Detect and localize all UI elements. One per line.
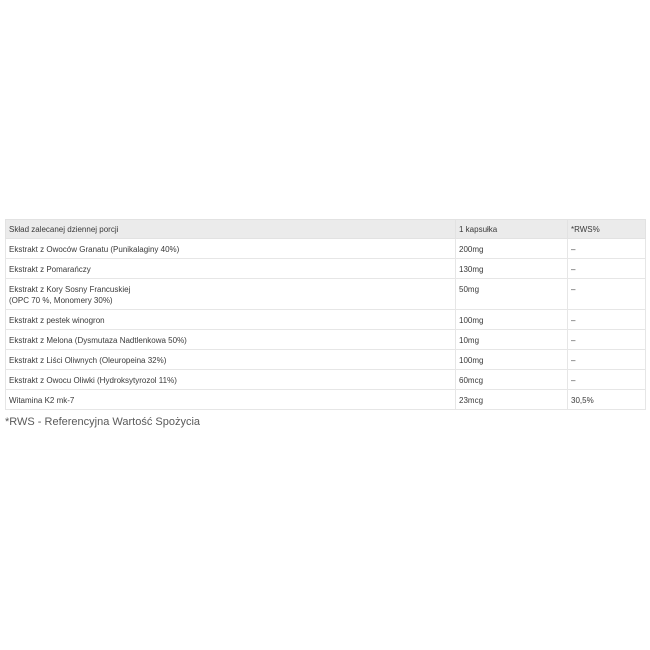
cell-amount: 23mcg <box>456 390 568 410</box>
cell-rws: 30,5% <box>568 390 646 410</box>
table-header-row <box>6 220 646 239</box>
cell-amount: 60mcg <box>456 370 568 390</box>
ingredient-line: (OPC 70 %, Monomery 30%) <box>9 296 113 305</box>
ingredient-line: Ekstrakt z Kory Sosny Francuskiej <box>9 285 131 294</box>
cell-ingredient <box>6 350 456 370</box>
ingredient-line: Ekstrakt z Owocu Oliwki (Hydroksytyrozol 11%) <box>9 376 177 385</box>
table-row <box>6 310 646 330</box>
cell-rws: – <box>568 350 646 370</box>
ingredient-line: Ekstrakt z pestek winogron <box>9 316 105 325</box>
cell-amount: 200mg <box>456 239 568 259</box>
cell-amount: 50mg <box>456 279 568 310</box>
cell-rws: – <box>568 370 646 390</box>
cell-rws: – <box>568 279 646 310</box>
table-row <box>6 239 646 259</box>
cell-ingredient <box>6 330 456 350</box>
ingredient-line: Ekstrakt z Liści Oliwnych (Oleuropeina 32%) <box>9 356 167 365</box>
ingredient-line: Ekstrakt z Melona (Dysmutaza Nadtlenkowa 50%) <box>9 336 187 345</box>
cell-amount: 100mg <box>456 350 568 370</box>
supplement-table <box>5 219 646 410</box>
table-body <box>6 239 646 410</box>
cell-rws: – <box>568 330 646 350</box>
cell-ingredient <box>6 279 456 310</box>
cell-ingredient <box>6 390 456 410</box>
table-row <box>6 350 646 370</box>
header-ingredient: Skład zalecanej dziennej porcji <box>6 220 456 239</box>
cell-rws: – <box>568 259 646 279</box>
ingredient-line: Ekstrakt z Pomarańczy <box>9 265 91 274</box>
table-row <box>6 390 646 410</box>
cell-rws: – <box>568 239 646 259</box>
cell-amount: 130mg <box>456 259 568 279</box>
table-row <box>6 370 646 390</box>
ingredient-line: Ekstrakt z Owoców Granatu (Punikalaginy 40%) <box>9 245 180 254</box>
cell-amount: 100mg <box>456 310 568 330</box>
supplement-facts <box>5 219 645 428</box>
table-row <box>6 279 646 310</box>
cell-ingredient <box>6 310 456 330</box>
footnote: *RWS - Referencyjna Wartość Spożycia <box>5 416 201 428</box>
cell-ingredient <box>6 259 456 279</box>
ingredient-line: Witamina K2 mk-7 <box>9 396 75 405</box>
cell-ingredient <box>6 370 456 390</box>
cell-ingredient <box>6 239 456 259</box>
cell-amount: 10mg <box>456 330 568 350</box>
table-row <box>6 330 646 350</box>
header-amount: 1 kapsułka <box>456 220 568 239</box>
header-rws: *RWS% <box>568 220 646 239</box>
cell-rws: – <box>568 310 646 330</box>
table-row <box>6 259 646 279</box>
